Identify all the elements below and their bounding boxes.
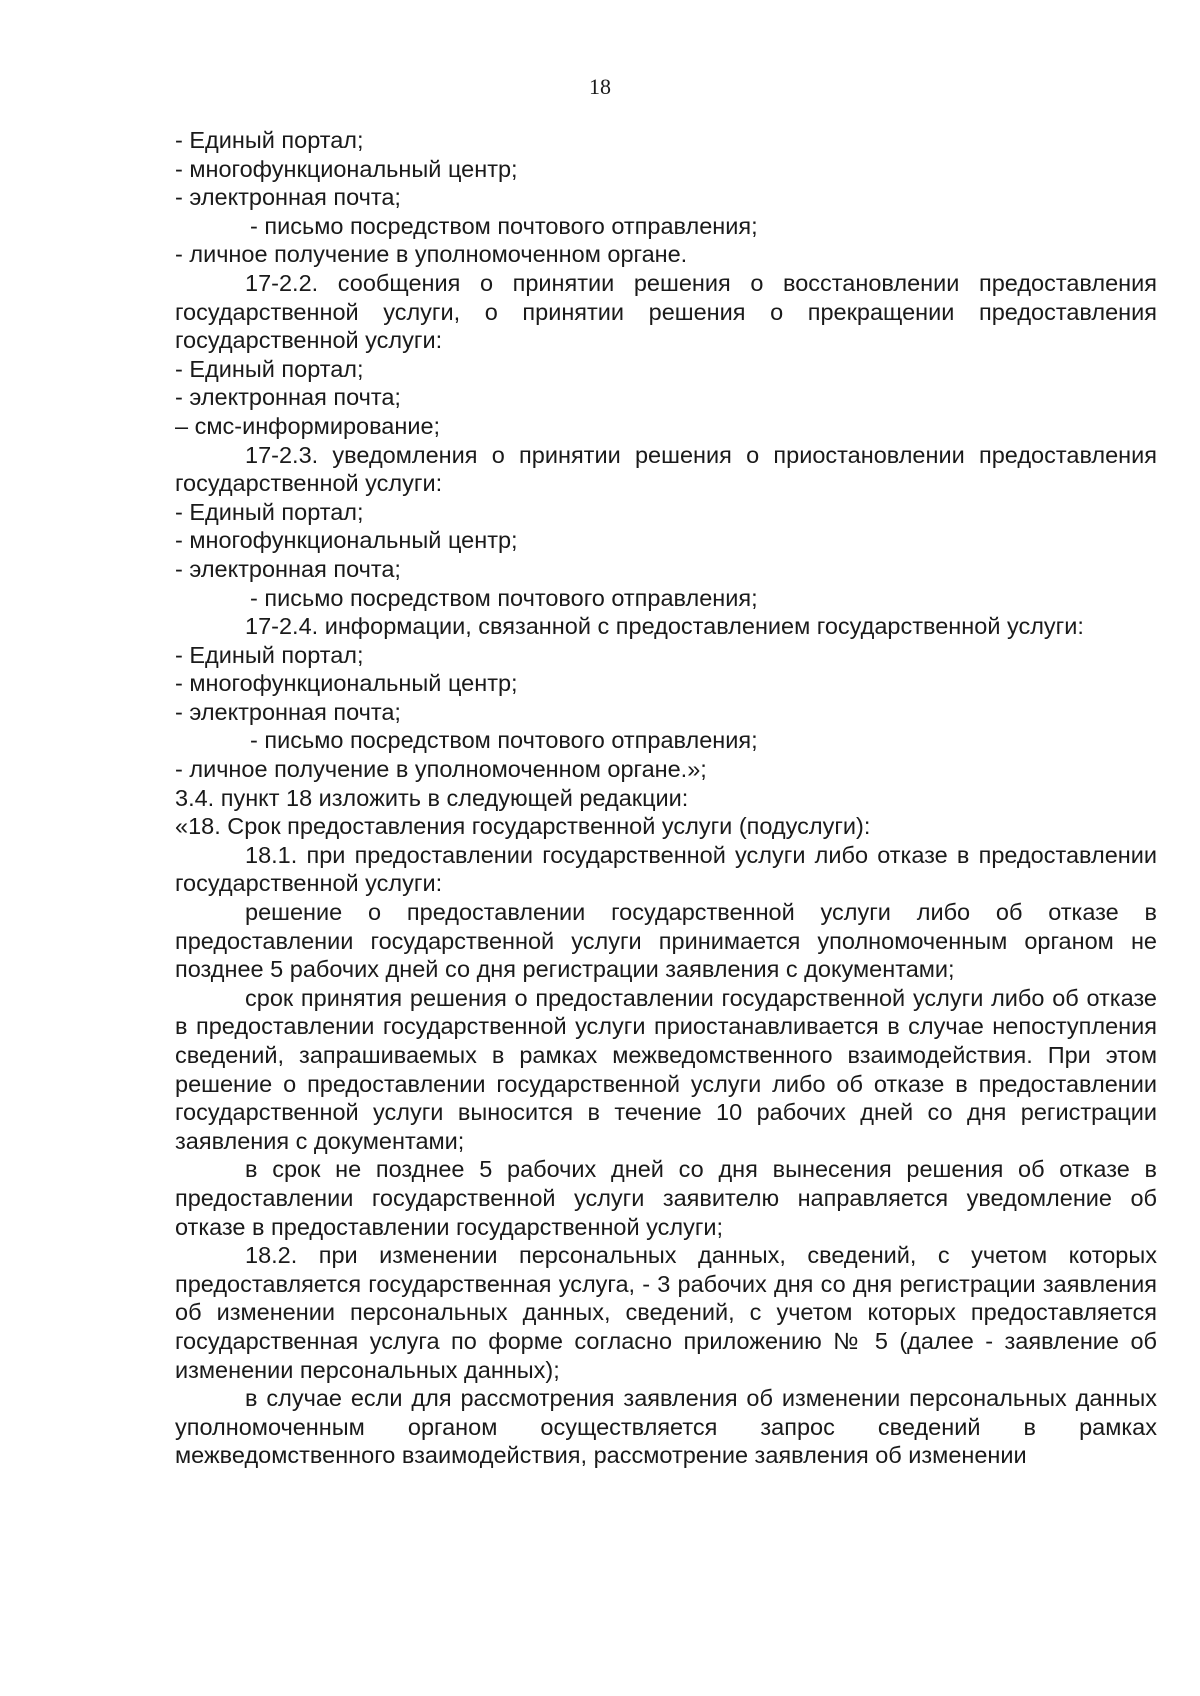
list-item: 3.4. пункт 18 изложить в следующей редакции:: [175, 784, 689, 811]
list-item: - электронная почта;: [175, 555, 401, 582]
paragraph: в случае если для рассмотрения заявления об изменении персональных данных уполномоченным органом осуществляется запрос сведений в рамках межведомственного взаимодействия, рассмотрение заявления об изменении: [175, 1385, 1157, 1469]
list-item: - Единый портал;: [175, 498, 364, 525]
list-item: - Единый портал;: [175, 127, 364, 153]
list-item: - письмо посредством почтового отправления;: [250, 584, 758, 611]
list-item: - письмо посредством почтового отправления;: [250, 727, 758, 754]
paragraph: 17-2.4. информации, связанной с предоставлением государственной услуги:: [245, 613, 1084, 640]
paragraph: срок принятия решения о предоставлении государственной услуги либо об отказе в предоставлении государственной услуги приостанавливается в случае непоступления сведений, запрашиваемых в рамках межведомственного взаимодействия. При этом решение о предоставлении государственной услуги либо об отказе в предоставлении государственной услуги выносится в течение 10 рабочих дней со дня регистрации заявления с документами;: [175, 984, 1157, 1154]
list-item: - личное получение в уполномоченном органе.»;: [175, 756, 707, 783]
list-item: - электронная почта;: [175, 384, 401, 411]
list-item: - многофункциональный центр;: [175, 670, 518, 697]
paragraph: 18.2. при изменении персональных данных, сведений, с учетом которых предоставляется государственная услуга, - 3 рабочих дня со дня регистрации заявления об изменении персональных данных, сведений, с учетом которых предоставляется государственная услуга по форме согласно приложению № 5 (далее - заявление об изменении персональных данных);: [175, 1242, 1157, 1383]
paragraph: 17-2.2. сообщения о принятии решения о восстановлении предоставления государственной услуги, о принятии решения о прекращении предоставления государственной услуги:: [175, 269, 1157, 354]
paragraph: решение о предоставлении государственной услуги либо об отказе в предоставлении государственной услуги принимается уполномоченным органом не позднее 5 рабочих дней со дня регистрации заявления с документами;: [175, 899, 1157, 983]
document-body: [175, 126, 1157, 1470]
list-item: - электронная почта;: [175, 698, 401, 725]
list-item: «18. Срок предоставления государственной услуги (подуслуги):: [175, 813, 871, 840]
list-item: - многофункциональный центр;: [175, 155, 518, 182]
paragraph: 18.1. при предоставлении государственной услуги либо отказе в предоставлении государственной услуги:: [175, 841, 1157, 897]
list-item: - электронная почта;: [175, 184, 401, 211]
list-item: - личное получение в уполномоченном органе.: [175, 241, 688, 268]
list-item: - письмо посредством почтового отправления;: [250, 212, 758, 239]
list-item: - Единый портал;: [175, 641, 364, 668]
list-item: - Единый портал;: [175, 355, 364, 382]
paragraph: в срок не позднее 5 рабочих дней со дня вынесения решения об отказе в предоставлении государственной услуги заявителю направляется уведомление об отказе в предоставлении государственной услуги;: [175, 1156, 1157, 1240]
list-item: – смс-информирование;: [175, 412, 441, 439]
paragraph: 17-2.3. уведомления о принятии решения о приостановлении предоставления государственной услуги:: [175, 441, 1157, 497]
page-number: 18: [589, 74, 611, 99]
list-item: - многофункциональный центр;: [175, 527, 518, 554]
